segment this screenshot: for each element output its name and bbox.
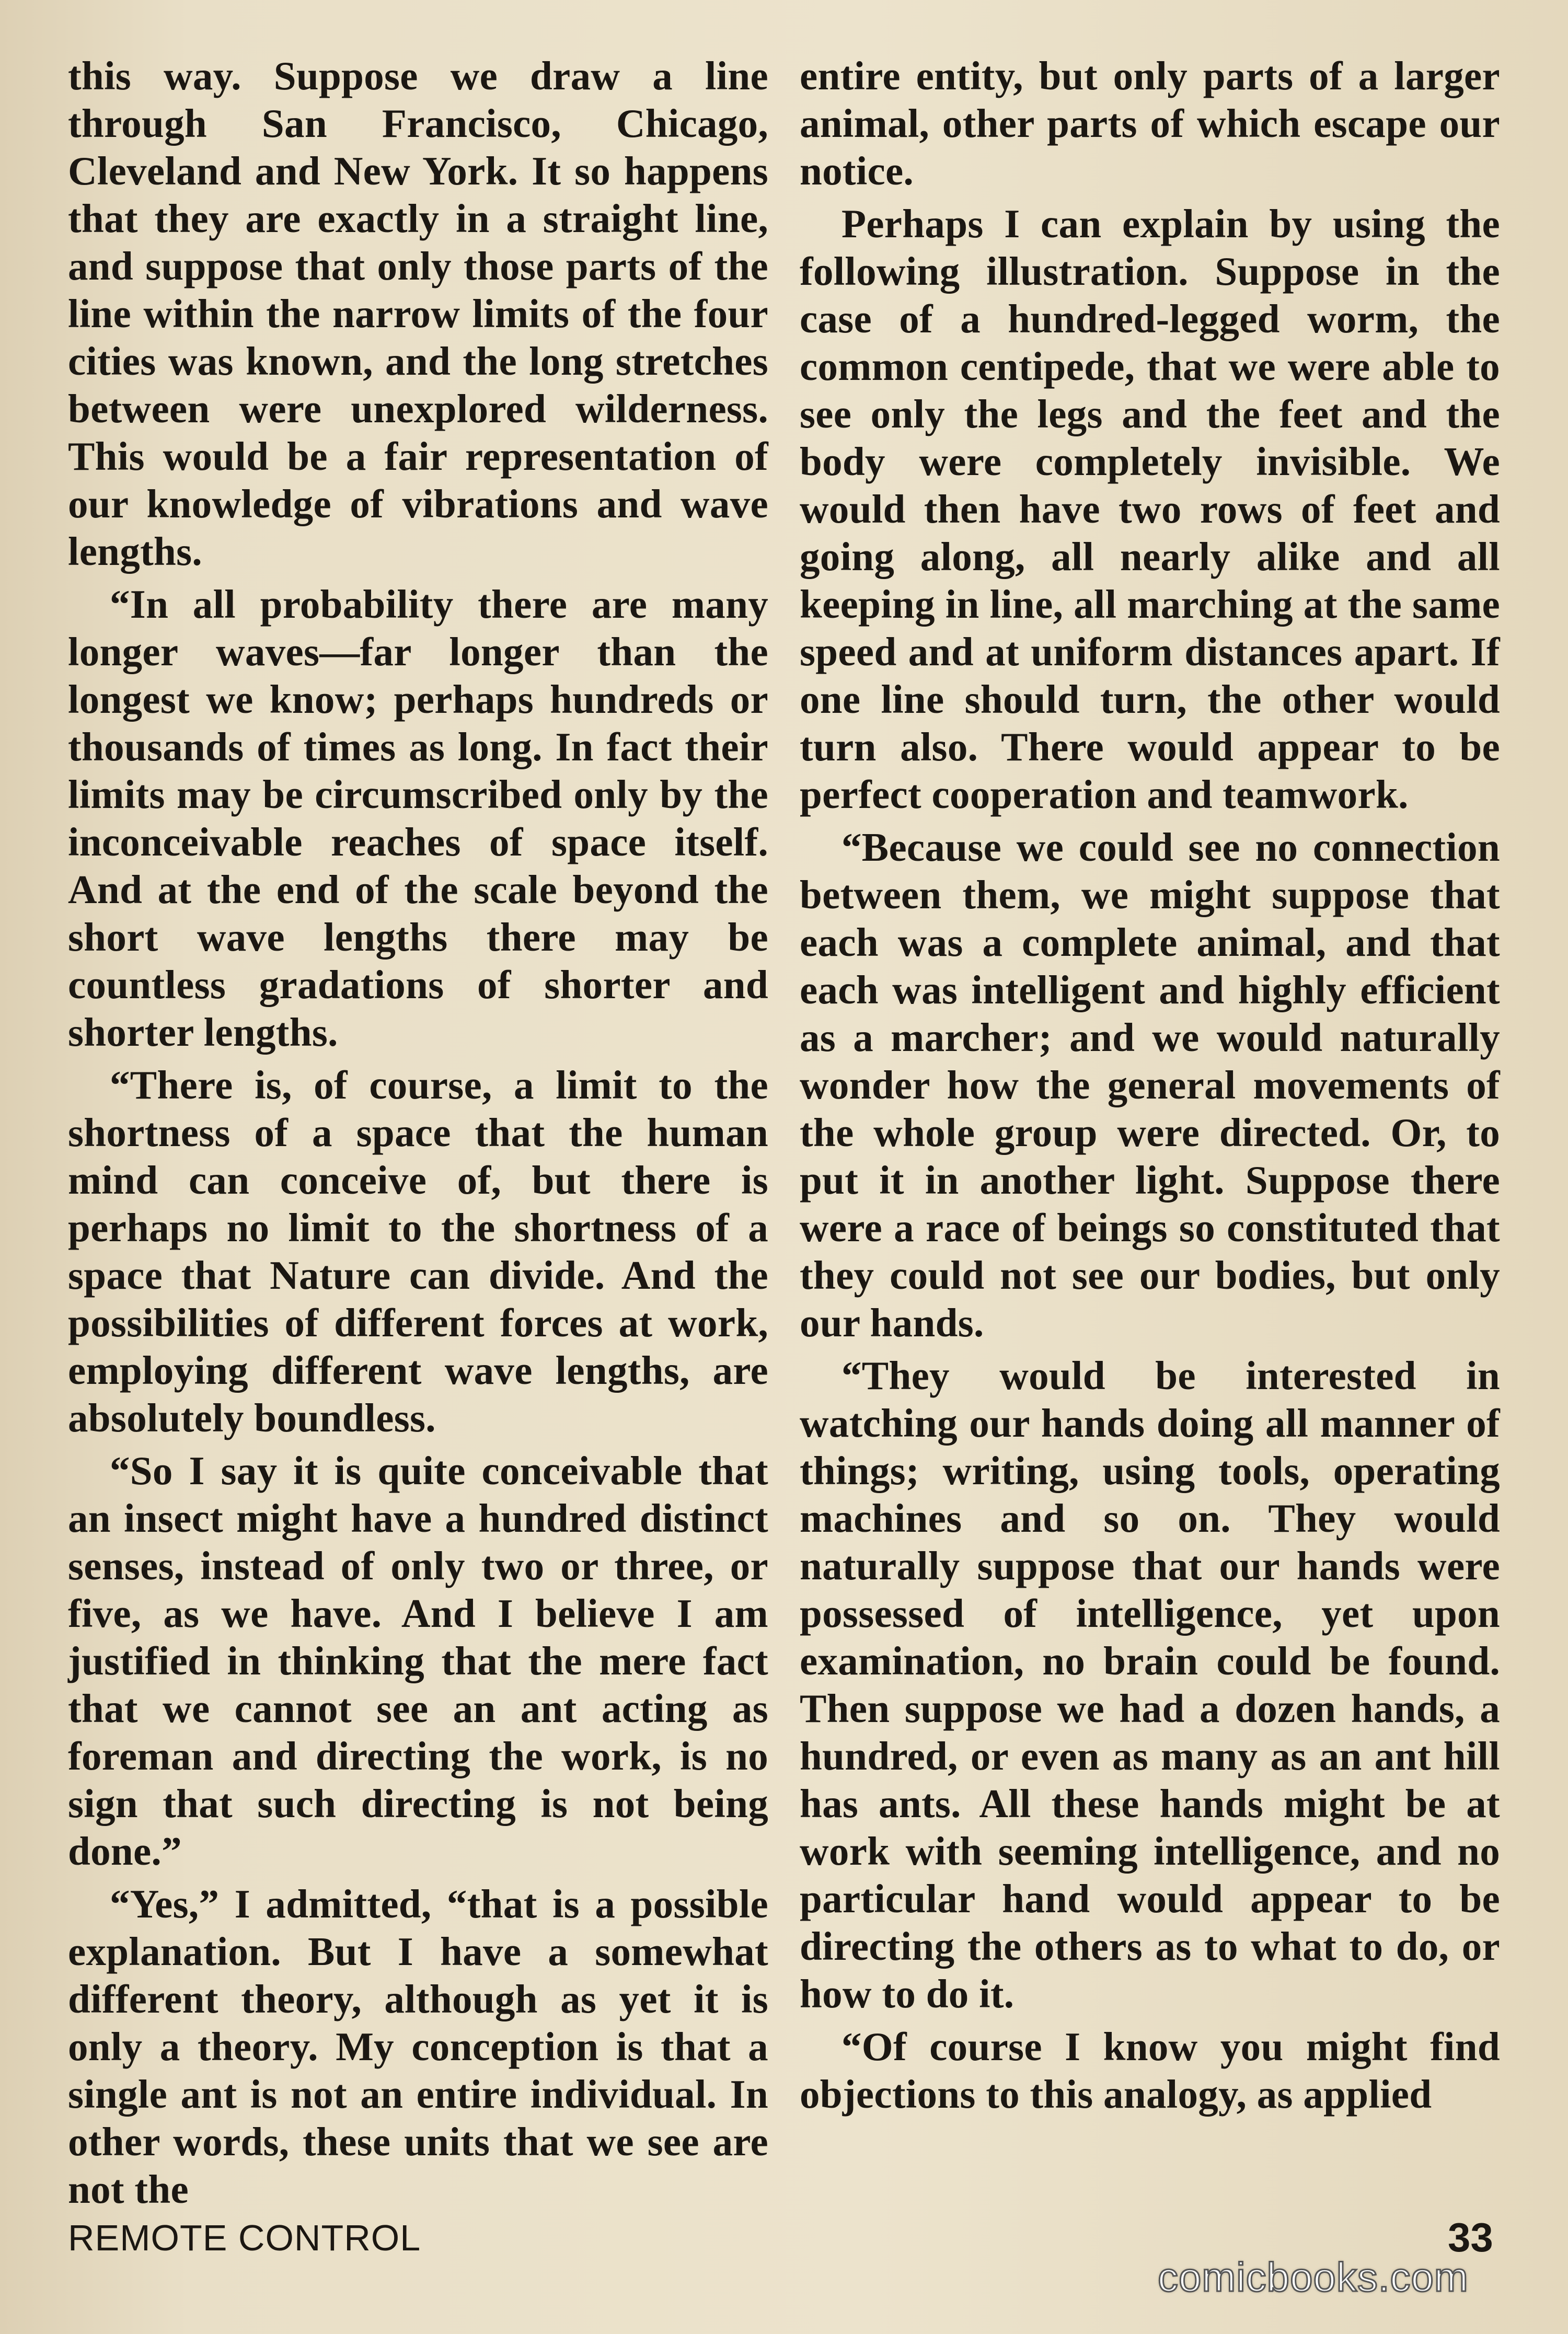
paragraph: “Yes,” I admitted, “that is a possible explanation. But I have a somewhat different theory, although as yet it is only a theory. My conception is that a single ant is not an entire individual. In other words, these units that we see are not the bbox=[68, 1881, 768, 2212]
paragraph: “They would be interested in watching our hands doing all manner of things; writing, using tools, operating machines and so on. They would naturally suppose that our hands were possessed of intelligence, yet upon examination, no brain could be found. Then suppose we had a dozen hands, a hundred, or even as many as an ant hill has ants. All these hands might be at work with seeming intelligence, and no particular hand would appear to be directing the others as to what to do, or how to do it. bbox=[800, 1353, 1500, 2016]
right-column bbox=[800, 52, 1500, 2174]
paragraph: “In all probability there are many longer waves—far longer than the longest we know; perhaps hundreds or thousands of times as long. In fact their limits may be circumscribed only by the inconceivable reaches of space itself. And at the end of the scale beyond the short wave lengths there may be countless gradations of shorter and shorter lengths. bbox=[68, 582, 768, 1055]
paragraph: “Of course I know you might find objections to this analogy, as applied bbox=[800, 2024, 1500, 2117]
paragraph: this way. Suppose we draw a line through San Francisco, Chicago, Cleveland and New York. It so happens that they are exactly in a straight line, and suppose that only those parts of the line within the narrow limits of the four cities was known, and the long stretches between were unexplored wilderness. This would be a fair representation of our knowledge of vibrations and wave lengths. bbox=[68, 53, 768, 574]
left-column bbox=[68, 52, 768, 2212]
paragraph: “There is, of course, a limit to the shortness of a space that the human mind can conceive of, but there is perhaps no limit to the shortness of a space that Nature can divide. And the possibilities of different forces at work, employing different wave lengths, are absolutely boundless. bbox=[68, 1062, 768, 1440]
watermark: comicbooks.com bbox=[1158, 2254, 1469, 2300]
running-title: REMOTE CONTROL bbox=[68, 2217, 421, 2258]
paragraph: Perhaps I can explain by using the following illustration. Suppose in the case of a hundred-legged worm, the common centipede, that we were able to see only the legs and the feet and the body were completely invisible. We would then have two rows of feet and going along, all nearly alike and all keeping in line, all marching at the same speed and at uniform distances apart. If one line should turn, the other would turn also. There would appear to be perfect cooperation and teamwork. bbox=[800, 201, 1500, 817]
paragraph: “Because we could see no connection between them, we might suppose that each was a complete animal, and that each was intelligent and highly efficient as a marcher; and we would naturally wonder how the general movements of the whole group were directed. Or, to put it in another light. Suppose there were a race of beings so constituted that they could not see our bodies, but only our hands. bbox=[800, 825, 1500, 1345]
paragraph: “So I say it is quite conceivable that an insect might have a hundred distinct senses, instead of only two or three, or five, as we have. And I believe I am justified in thinking that the mere fact that we cannot see an ant acting as foreman and directing the work, is no sign that such directing is not being done.” bbox=[68, 1448, 768, 1874]
paragraph: entire entity, but only parts of a larger animal, other parts of which escape our notice. bbox=[800, 53, 1500, 193]
page-number: 33 bbox=[1448, 2214, 1493, 2260]
